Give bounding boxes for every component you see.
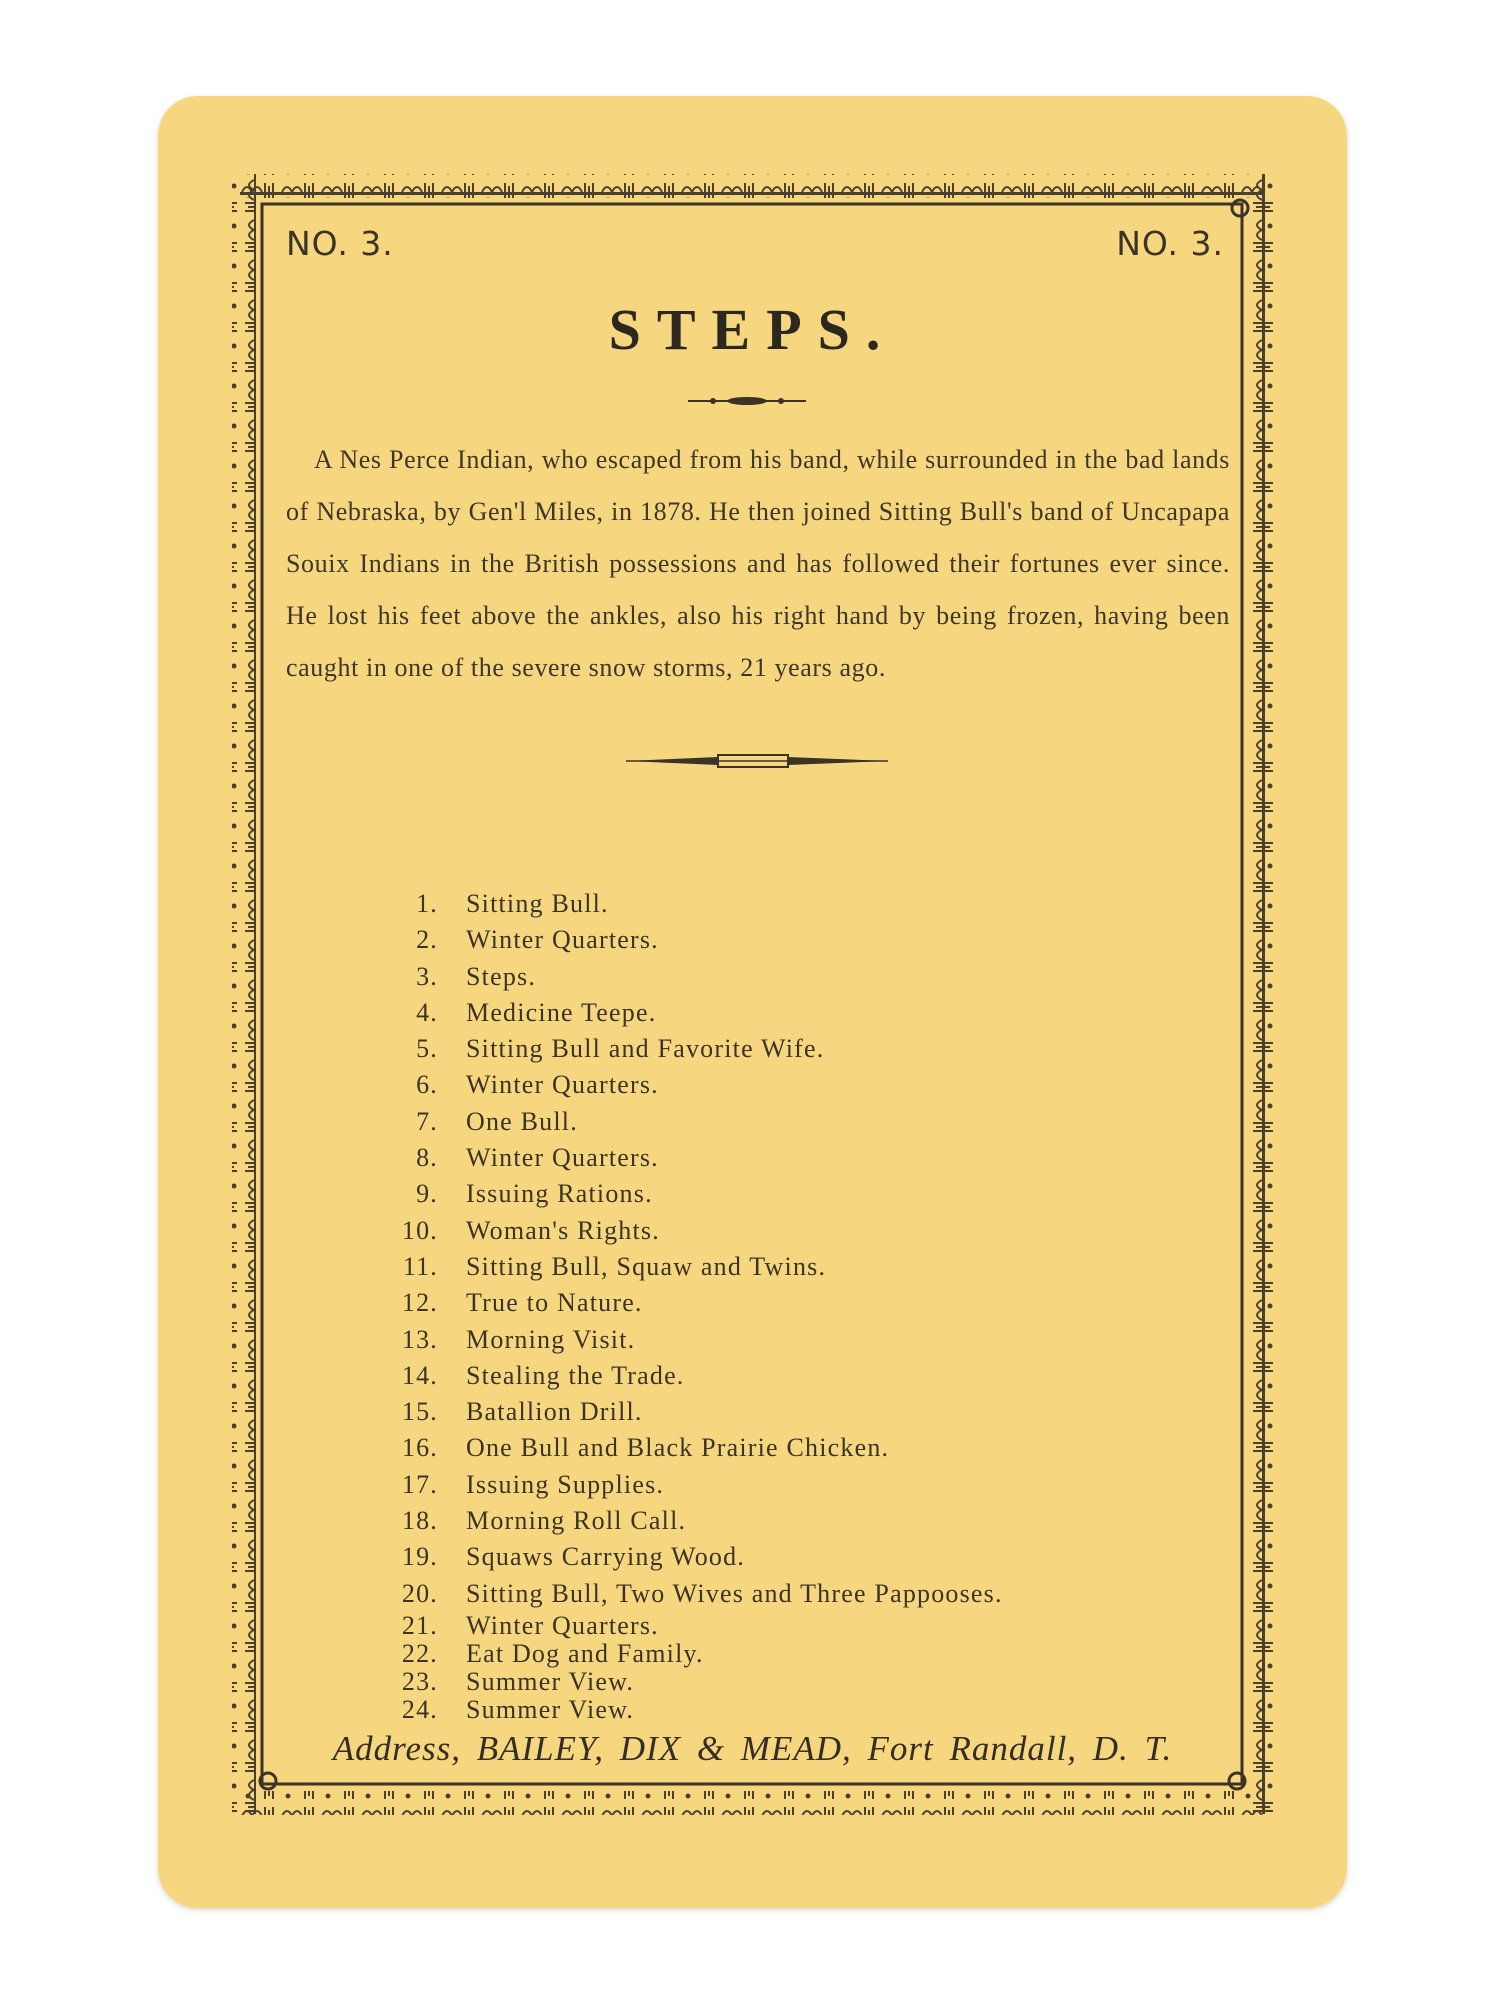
list-item-label: Issuing Rations.: [466, 1179, 653, 1209]
list-item-number: 17.: [401, 1469, 438, 1499]
stereoview-card: [158, 96, 1347, 1908]
list-item: [358, 1249, 1003, 1285]
list-item: [358, 1285, 1003, 1321]
list-item: [358, 1503, 1003, 1539]
list-item: [358, 1539, 1003, 1575]
divider-ornament-large: [626, 755, 888, 767]
list-item-number: 23.: [401, 1666, 438, 1696]
card-title: STEPS.: [608, 297, 897, 362]
list-item-number: 21.: [401, 1610, 438, 1640]
list-item-number: 22.: [401, 1638, 438, 1668]
list-item-label: Stealing the Trade.: [466, 1360, 685, 1390]
list-item-number: 2.: [416, 925, 438, 955]
list-item-label: Eat Dog and Family.: [466, 1638, 704, 1668]
card-number-left: NO. 3.: [286, 224, 394, 263]
list-item-number: 19.: [401, 1542, 438, 1572]
list-item-number: 15.: [401, 1397, 438, 1427]
list-item-label: Winter Quarters.: [466, 1070, 659, 1100]
list-item-label: Sitting Bull and Favorite Wife.: [466, 1034, 825, 1064]
list-item-number: 13.: [401, 1324, 438, 1354]
list-item-number: 12.: [401, 1288, 438, 1318]
list-item-label: Woman's Rights.: [466, 1215, 660, 1245]
list-item: [358, 995, 1003, 1031]
list-item-number: 16.: [401, 1433, 438, 1463]
divider-ornament-small: [688, 397, 806, 405]
list-item-number: 18.: [401, 1506, 438, 1536]
list-item-label: Squaws Carrying Wood.: [466, 1542, 746, 1572]
list-item-number: 3.: [416, 961, 438, 991]
list-item: [358, 1176, 1003, 1212]
list-item: [358, 1576, 1003, 1612]
list-item: [358, 1430, 1003, 1466]
list-item-label: Medicine Teepe.: [466, 997, 657, 1027]
list-item-label: Morning Roll Call.: [466, 1506, 687, 1536]
list-item-label: Sitting Bull, Squaw and Twins.: [466, 1251, 827, 1281]
list-item-number: 14.: [401, 1360, 438, 1390]
list-item-label: One Bull.: [466, 1106, 578, 1136]
list-item-number: 6.: [416, 1070, 438, 1100]
publisher-address: Address, BAILEY, DIX & MEAD, Fort Randall, D. T.: [332, 1729, 1173, 1768]
list-item-number: 11.: [402, 1251, 438, 1281]
list-item-number: 20.: [401, 1578, 438, 1608]
list-item-label: True to Nature.: [466, 1288, 643, 1318]
list-item-number: 9.: [416, 1179, 438, 1209]
list-item: [358, 922, 1003, 958]
list-item: [358, 1358, 1003, 1394]
list-item-label: Winter Quarters.: [466, 925, 659, 955]
list-item: [358, 1394, 1003, 1430]
list-item-number: 10.: [401, 1215, 438, 1245]
list-item-number: 8.: [416, 1143, 438, 1173]
list-item-number: 24.: [401, 1694, 438, 1724]
list-item-label: Steps.: [466, 961, 537, 991]
list-item: [358, 1140, 1003, 1176]
list-item-number: 1.: [416, 889, 438, 918]
list-item: [358, 886, 1003, 922]
card-description: A Nes Perce Indian, who escaped from his band, while surrounded in the bad lands of Nebraska, by Gen'l Miles, in 1878. He then joined Sitting Bull's band of Uncapapa Souix Indians in the British possessions and has followed their fortunes ever since. He lost his feet above the ankles, also his right hand by being frozen, having been caught in one of the severe snow storms, 21 years ago.: [286, 445, 1230, 682]
list-item: [358, 1213, 1003, 1249]
list-item: [358, 1104, 1003, 1140]
list-item-number: 7.: [416, 1106, 438, 1136]
list-item-label: Summer View.: [466, 1666, 635, 1696]
list-item: [358, 1640, 1003, 1668]
list-item: [358, 1322, 1003, 1358]
view-list: [358, 886, 1003, 1724]
list-item-label: One Bull and Black Prairie Chicken.: [466, 1433, 890, 1463]
list-item-label: Sitting Bull, Two Wives and Three Pappooses.: [466, 1578, 1003, 1608]
list-item-label: Winter Quarters.: [466, 1610, 659, 1640]
list-item-label: Issuing Supplies.: [466, 1469, 665, 1499]
list-item-number: 5.: [416, 1034, 438, 1064]
card-number-right: NO. 3.: [1116, 224, 1224, 263]
list-item-label: Winter Quarters.: [466, 1143, 659, 1173]
list-item: [358, 1668, 1003, 1696]
list-item: [358, 1467, 1003, 1503]
list-item-label: Morning Visit.: [466, 1324, 636, 1354]
list-item-label: Summer View.: [466, 1694, 635, 1724]
list-item-label: Batallion Drill.: [466, 1397, 643, 1427]
list-item: [358, 1612, 1003, 1640]
list-item: [358, 1067, 1003, 1103]
list-item: [358, 1031, 1003, 1067]
list-item: [358, 1696, 1003, 1724]
list-item: [358, 959, 1003, 995]
list-item-number: 4.: [416, 997, 438, 1027]
list-item-label: Sitting Bull.: [466, 889, 609, 918]
